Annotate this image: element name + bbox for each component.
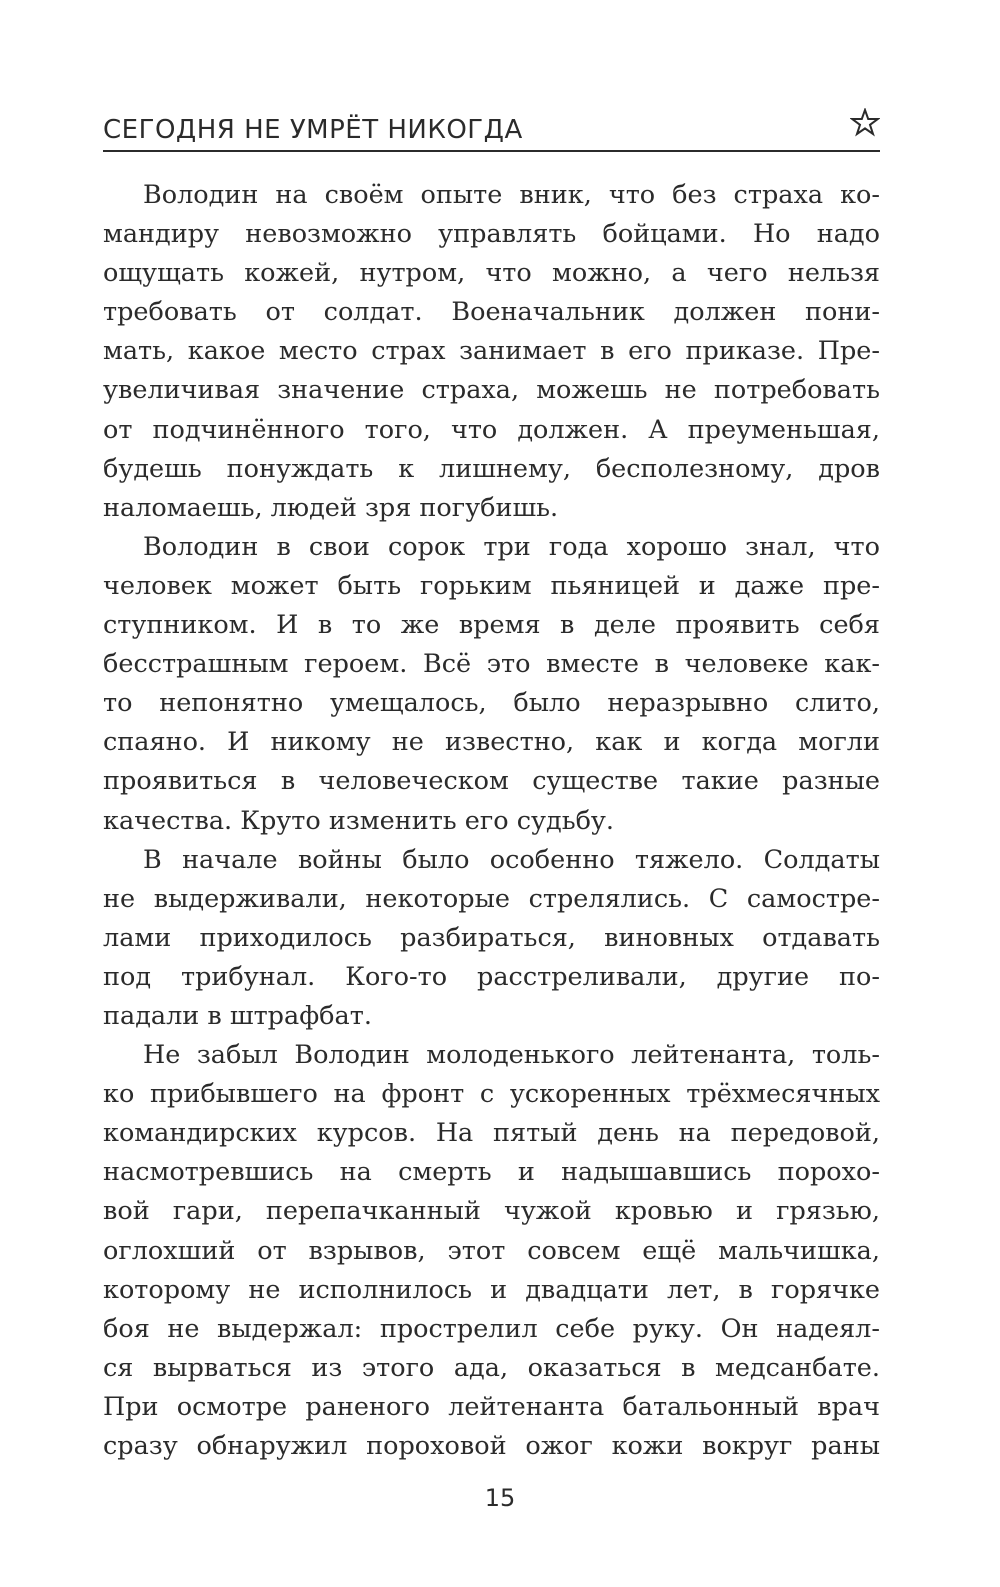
text-line: В начале войны было особенно тяжело. Солдаты <box>143 844 880 875</box>
running-title: СЕГОДНЯ НЕ УМРЁТ НИКОГДА <box>103 115 523 145</box>
text-line: Володин на своём опыте вник, что без страха ко- <box>143 180 880 210</box>
text-line: наломаешь, людей зря погубишь. <box>103 492 559 523</box>
text-line: ся вырваться из этого ада, оказаться в медсанбате. <box>103 1352 880 1383</box>
text-line: требовать от солдат. Военачальник должен пони- <box>103 297 880 328</box>
text-line: ощущать кожей, нутром, что можно, а чего нельзя <box>103 258 880 289</box>
text-line: которому не исполнилось и двадцати лет, в горячке <box>103 1274 880 1305</box>
text-line: насмотревшись на смерть и надышавшись порохо- <box>103 1157 880 1188</box>
text-line: будешь понуждать к лишнему, бесполезному, дров <box>103 453 880 484</box>
text-line: проявиться в человеческом существе такие разные <box>103 766 880 797</box>
text-line: Володин в свои сорок три года хорошо знал, что <box>143 531 880 562</box>
text-line: под трибунал. Кого-то расстреливали, другие по- <box>103 961 880 992</box>
text-line: качества. Круто изменить его судьбу. <box>103 805 615 836</box>
text-line: не выдерживали, некоторые стрелялись. С самостре- <box>103 883 880 914</box>
text-line: от подчинённого того, что должен. А преуменьшая, <box>103 414 880 445</box>
text-line: лами приходилось разбираться, виновных отдавать <box>103 922 880 953</box>
text-line: то непонятно умещалось, было неразрывно слито, <box>103 688 880 719</box>
text-line: спаяно. И никому не известно, как и когда могли <box>103 727 880 758</box>
text-line: ко прибывшего на фронт с ускоренных трёхмесячных <box>103 1079 880 1110</box>
text-line: При осмотре раненого лейтенанта батальонный врач <box>103 1391 880 1422</box>
text-line: командирских курсов. На пятый день на передовой, <box>103 1118 880 1149</box>
text-line: мандиру невозможно управлять бойцами. Но надо <box>103 219 880 250</box>
star-outline-icon <box>850 108 880 138</box>
text-line: Не забыл Володин молоденького лейтенанта, толь- <box>143 1040 880 1071</box>
text-line: человек может быть горьким пьяницей и даже пре- <box>103 570 880 601</box>
text-line: сразу обнаружил пороховой ожог кожи вокруг раны <box>103 1431 880 1461</box>
text-line: ступником. И в то же время в деле проявить себя <box>103 610 880 641</box>
page-number: 15 <box>484 1484 516 1512</box>
text-line: оглохший от взрывов, этот совсем ещё мальчишка, <box>103 1235 880 1266</box>
text-line: боя не выдержал: прострелил себе руку. Он надеял- <box>103 1313 880 1344</box>
body-text <box>103 176 880 1466</box>
text-line: мать, какое место страх занимает в его приказе. Пре- <box>103 336 880 367</box>
text-line: падали в штрафбат. <box>103 1000 372 1031</box>
running-header <box>103 106 880 152</box>
text-line: бесстрашным героем. Всё это вместе в человеке как- <box>103 649 880 680</box>
text-line: увеличивая значение страха, можешь не потребовать <box>103 375 880 406</box>
text-line: вой гари, перепачканный чужой кровью и грязью, <box>103 1196 880 1227</box>
